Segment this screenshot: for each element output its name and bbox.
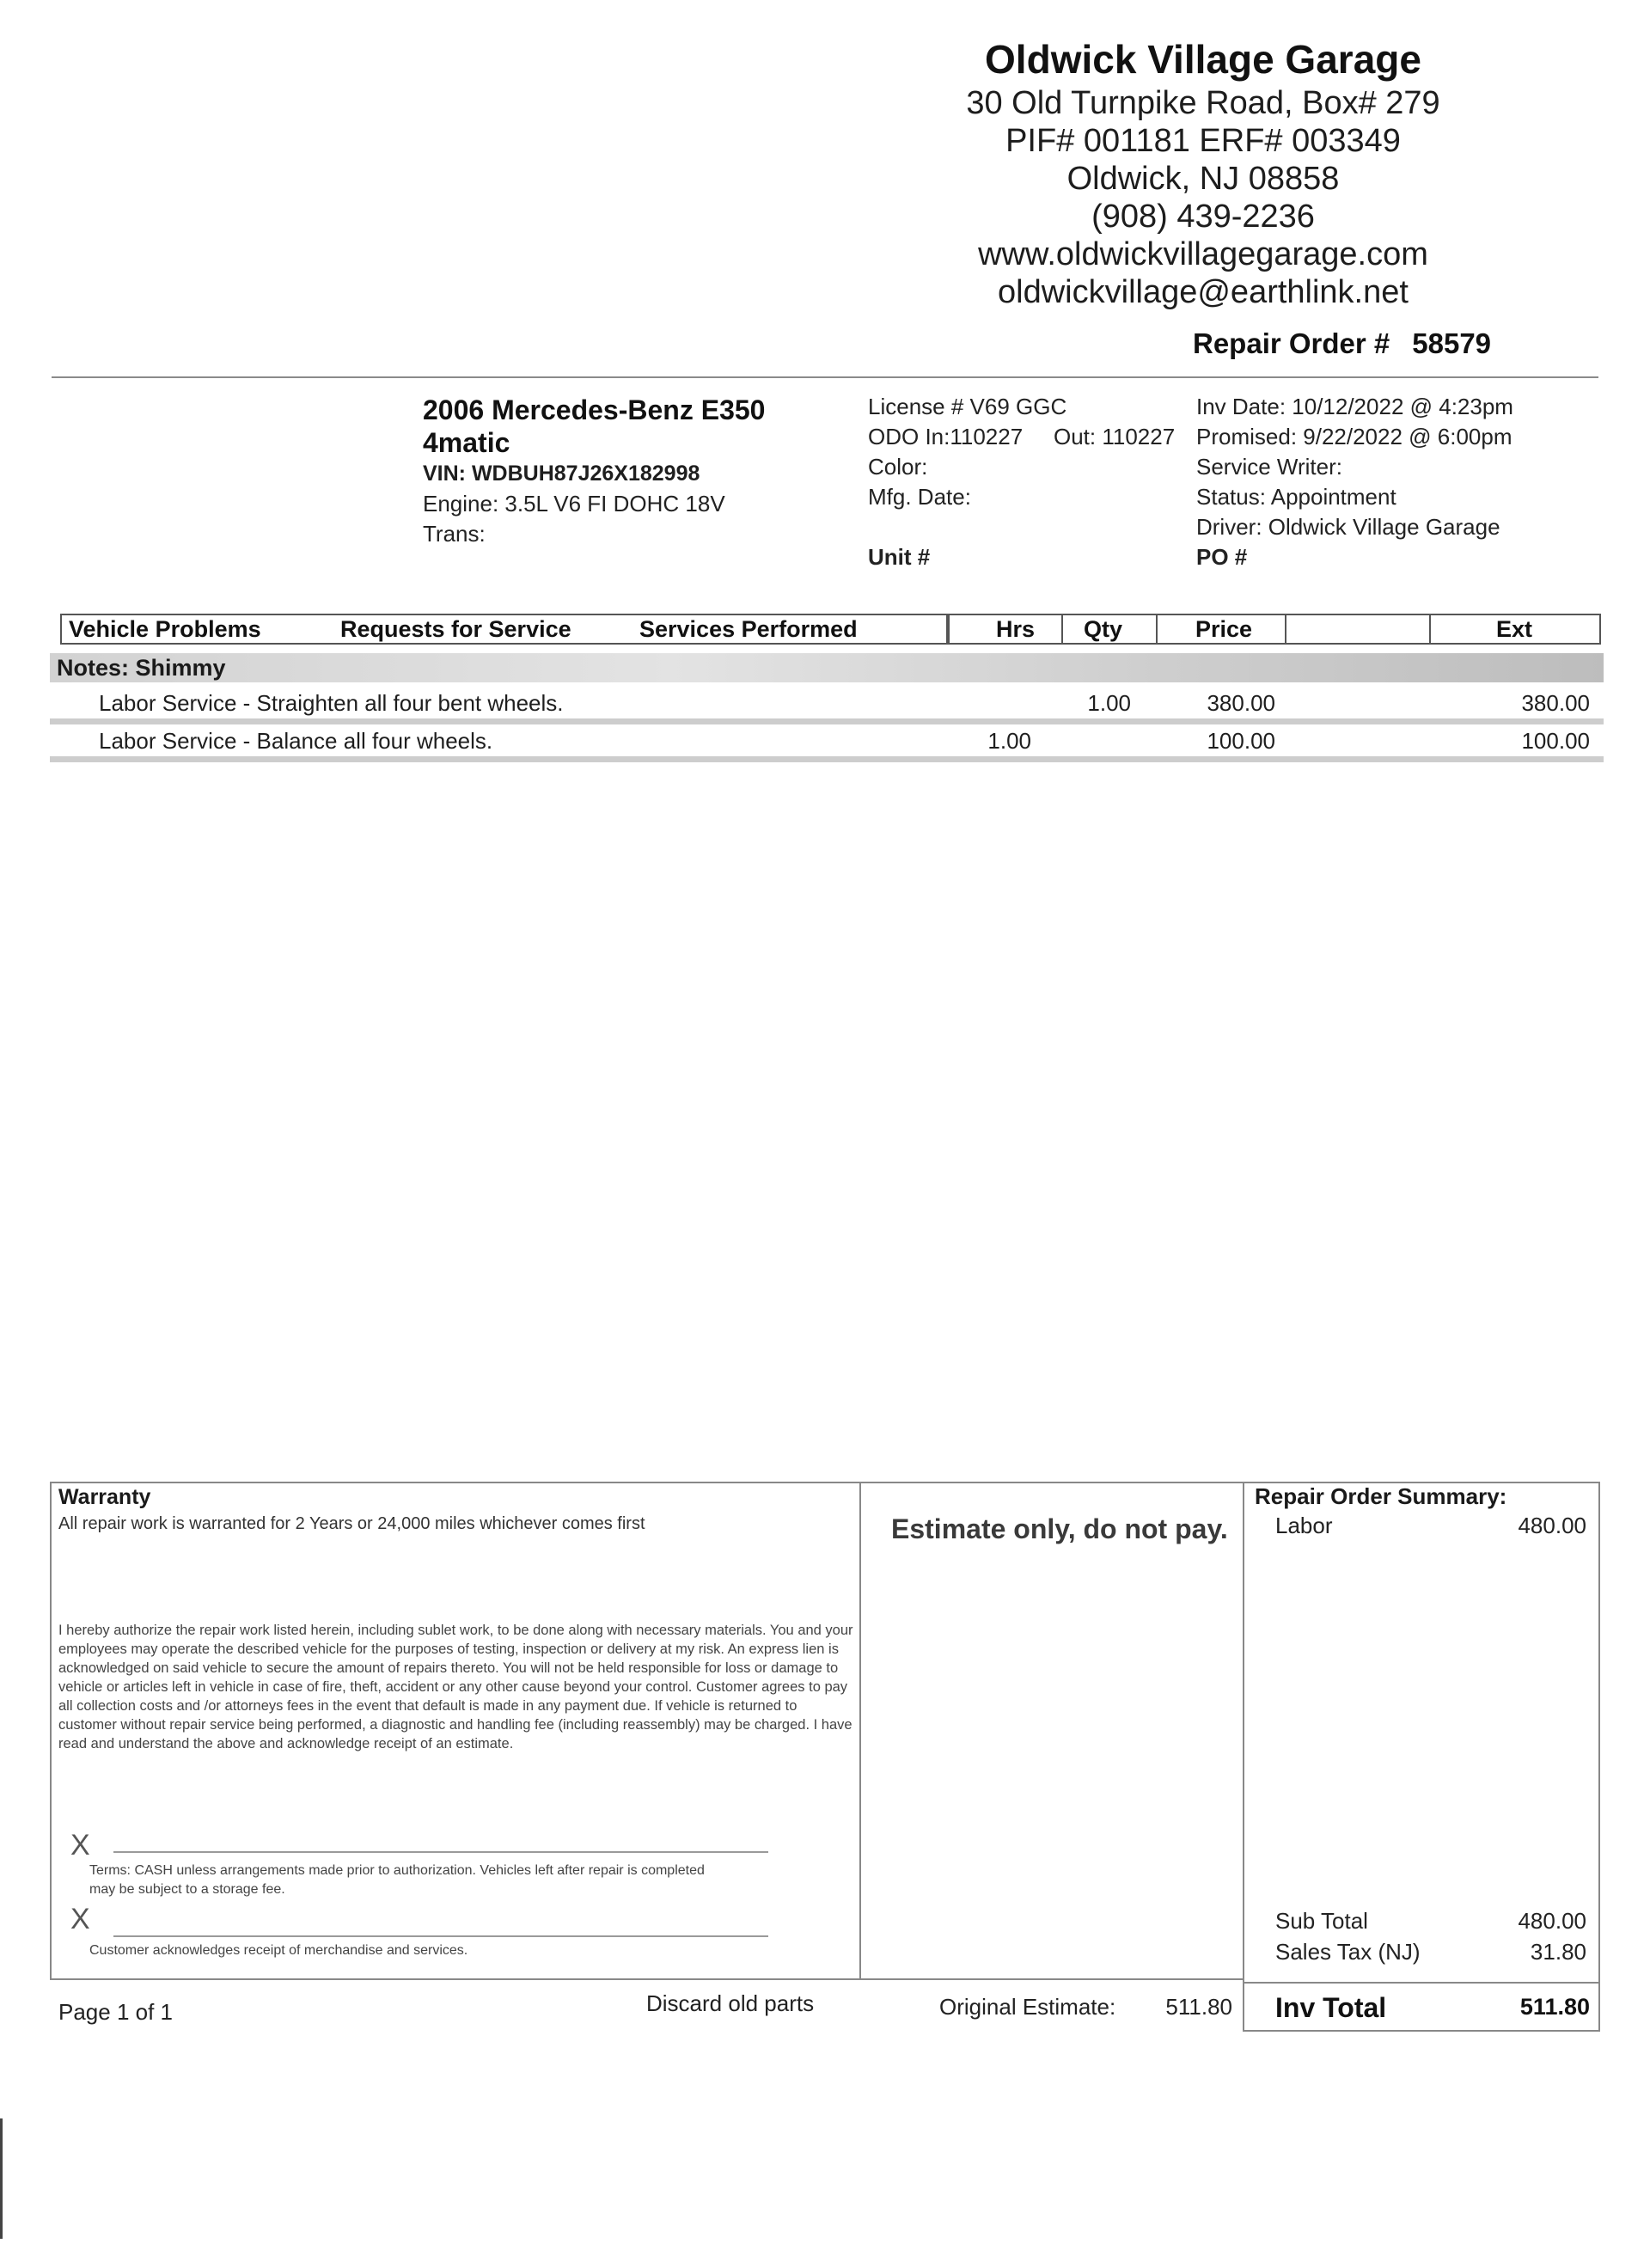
- signature-line[interactable]: [113, 1851, 768, 1853]
- page-number: Page 1 of 1: [58, 1999, 173, 2025]
- shop-name: Oldwick Village Garage: [985, 37, 1421, 82]
- shop-phone: (908) 439-2236: [1091, 199, 1315, 235]
- vehicle-title: 2006 Mercedes-Benz E350: [423, 394, 766, 425]
- col-services-performed: Services Performed: [639, 616, 858, 642]
- driver: Driver: Oldwick Village Garage: [1196, 514, 1500, 540]
- shop-address: 30 Old Turnpike Road, Box# 279: [966, 85, 1440, 121]
- signature-x: X: [70, 1829, 90, 1861]
- row-description: Labor Service - Straighten all four bent wheels.: [99, 690, 564, 716]
- receipt-text: Customer acknowledges receipt of merchandise and services.: [89, 1943, 468, 1958]
- terms-line-2: may be subject to a storage fee.: [89, 1882, 285, 1897]
- discard-old-parts: Discard old parts: [646, 1990, 815, 2016]
- row-ext: 380.00: [1521, 690, 1590, 716]
- odometer: [868, 422, 1177, 452]
- col-vehicle-problems: Vehicle Problems: [69, 616, 261, 642]
- inv-total-label: Inv Total: [1275, 1992, 1387, 2023]
- summary-labor-label: Labor: [1275, 1513, 1333, 1538]
- row-hrs: 1.00: [987, 728, 1031, 754]
- original-estimate-value: 511.80: [1165, 1994, 1232, 2020]
- col-hrs: Hrs: [996, 616, 1036, 642]
- shop-ids: PIF# 001181 ERF# 003349: [1005, 123, 1401, 159]
- repair-order-label: Repair Order #: [1193, 327, 1390, 359]
- sales-tax-label: Sales Tax (NJ): [1275, 1939, 1421, 1965]
- row-separator: [50, 718, 1604, 724]
- estimate-box: [859, 1482, 1244, 1980]
- inv-total-value: 511.80: [1519, 1994, 1590, 2020]
- original-estimate-label: Original Estimate:: [939, 1994, 1116, 2020]
- vehicle-trans: Trans:: [423, 521, 486, 547]
- row-ext: 100.00: [1521, 728, 1590, 754]
- col-qty: Qty: [1061, 615, 1156, 643]
- promised-date: Promised: 9/22/2022 @ 6:00pm: [1196, 424, 1512, 449]
- shop-website: www.oldwickvillagegarage.com: [978, 236, 1428, 272]
- invoice-date: Inv Date: 10/12/2022 @ 4:23pm: [1196, 394, 1513, 419]
- warranty-text: All repair work is warranted for 2 Years or 24,000 miles whichever comes first: [58, 1514, 645, 1533]
- table-header-right: [948, 614, 1601, 645]
- sales-tax-value: 31.80: [1530, 1939, 1586, 1965]
- authorization-text: I hereby authorize the repair work listed herein, including sublet work, to be done along with necessary materials. You and your employees may operate the described vehicle for the purposes of testing, inspection or delivery at my risk. An express lien is acknowledged on said vehicle to secure the amount of repairs thereto. You will not be held responsible for loss or damage to vehicle or articles left in vehicle in case of fire, theft, accident or any other cause beyond your control. Customer agrees to pay all collection costs and /or attorneys fees in the event that default is made in any payment due. If vehicle is returned to customer without repair service being performed, a diagnostic and handling fee (including reassembly) may be charged. I have read and understand the above and acknowledge receipt of an estimate.: [58, 1623, 853, 1751]
- signature-x-2: X: [70, 1903, 90, 1935]
- row-description: Labor Service - Balance all four wheels.: [99, 728, 493, 754]
- summary-labor-value: 480.00: [1518, 1513, 1586, 1538]
- row-qty: 1.00: [1087, 690, 1131, 716]
- repair-order-number: [1193, 327, 1491, 360]
- vehicle-vin: VIN: WDBUH87J26X182998: [423, 462, 700, 486]
- receipt-signature-line[interactable]: [113, 1935, 768, 1937]
- odo-out: Out: 110227: [1054, 424, 1176, 449]
- terms-line-1: Terms: CASH unless arrangements made prior to authorization. Vehicles left after repair is completed: [89, 1863, 705, 1878]
- table-header-left: [60, 614, 948, 645]
- shop-header: [902, 34, 1504, 311]
- warranty-title: Warranty: [58, 1485, 151, 1509]
- shop-city: Oldwick, NJ 08858: [1066, 161, 1340, 197]
- vehicle-subtitle: 4matic: [423, 427, 510, 458]
- odo-in: ODO In:110227: [868, 424, 1024, 449]
- estimate-note: Estimate only, do not pay.: [891, 1513, 1228, 1544]
- row-separator: [50, 756, 1604, 762]
- vehicle-color: Color:: [868, 454, 928, 480]
- vehicle-engine: Engine: 3.5L V6 FI DOHC 18V: [423, 491, 725, 517]
- subtotal-value: 480.00: [1518, 1908, 1586, 1934]
- summary-title: Repair Order Summary:: [1255, 1483, 1507, 1509]
- order-details: [1196, 392, 1609, 572]
- shop-email: oldwickvillage@earthlink.net: [998, 274, 1409, 310]
- total-divider: [1244, 1982, 1598, 1984]
- order-status: Status: Appointment: [1196, 484, 1396, 510]
- col-requests: Requests for Service: [340, 616, 571, 642]
- header-divider: [52, 376, 1598, 378]
- notes: Notes: Shimmy: [57, 655, 226, 681]
- vehicle-info: [423, 394, 818, 549]
- col-price: Price: [1156, 615, 1285, 643]
- col-ext: Ext: [1429, 615, 1599, 643]
- row-price: 100.00: [1207, 728, 1275, 754]
- unit-number: Unit #: [868, 544, 931, 570]
- license-number: License # V69 GGC: [868, 394, 1067, 419]
- service-writer: Service Writer:: [1196, 454, 1342, 480]
- po-number: PO #: [1196, 544, 1248, 570]
- notes-bar: [50, 653, 1604, 682]
- vehicle-details: [868, 392, 1177, 572]
- subtotal-label: Sub Total: [1275, 1908, 1368, 1934]
- mfg-date: Mfg. Date:: [868, 484, 971, 510]
- repair-order-value: 58579: [1412, 327, 1492, 359]
- row-price: 380.00: [1207, 690, 1275, 716]
- scan-edge-mark: [0, 2118, 3, 2239]
- col-blank: [1285, 615, 1429, 643]
